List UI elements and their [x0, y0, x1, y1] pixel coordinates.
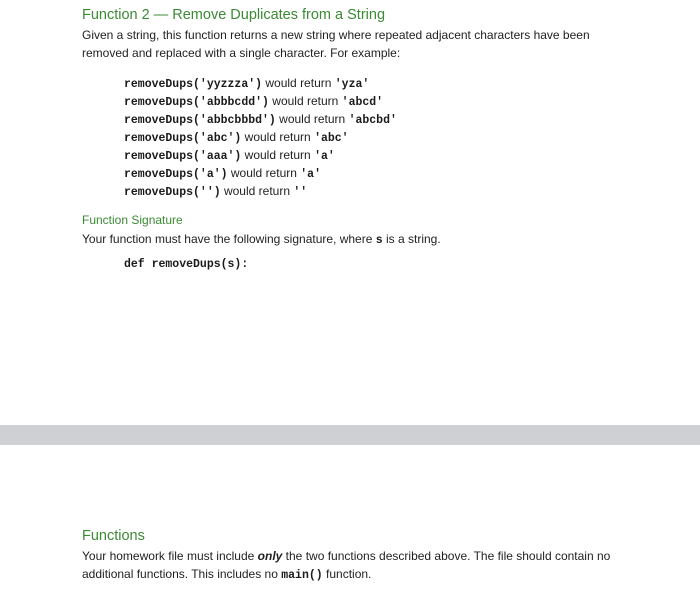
example-item — [124, 74, 397, 92]
would-return-text: would return — [223, 184, 291, 198]
example-item — [124, 128, 397, 146]
example-call: removeDups('abbbcdd') — [124, 96, 269, 109]
signature-description — [82, 230, 607, 250]
would-return-text: would return — [244, 130, 311, 144]
example-result: '' — [293, 186, 308, 199]
would-return-text: would return — [230, 166, 297, 180]
example-result: 'abc' — [314, 132, 349, 145]
functions-line1-prefix: Your homework file must include — [82, 549, 255, 563]
would-return-text: would return — [279, 112, 346, 126]
example-item — [124, 164, 397, 182]
example-call: removeDups('') — [124, 186, 221, 199]
functions-line1-suffix: the two functions described above. The file should contain no — [285, 549, 611, 563]
example-result: 'abcbd' — [348, 114, 397, 127]
signature-heading: Function Signature — [82, 213, 183, 227]
function2-heading: Function 2 — Remove Duplicates from a String — [82, 7, 386, 23]
signature-param: s — [375, 234, 383, 247]
signature-description-line — [82, 230, 607, 250]
would-return-text: would return — [265, 76, 332, 90]
functions-line2-suffix: function. — [326, 567, 372, 581]
example-result: 'a' — [300, 168, 321, 181]
example-call: removeDups('yyzzza') — [124, 78, 263, 91]
example-call: removeDups('aaa') — [124, 150, 242, 163]
description-line: Given a string, this function returns a new string where repeated adjacent characters have been — [82, 28, 590, 42]
example-item — [124, 110, 397, 128]
example-item — [124, 92, 397, 110]
examples-list — [124, 74, 397, 200]
functions-description-line — [82, 565, 607, 585]
signature-desc-prefix: Your function must have the following signature, where — [82, 232, 373, 246]
example-result: 'a' — [314, 150, 335, 163]
description-line: removed and replaced with a single character. For example: — [82, 46, 401, 60]
example-call: removeDups('abbcbbbd') — [124, 114, 276, 127]
example-call: removeDups('abc') — [124, 132, 242, 145]
functions-description — [82, 547, 611, 585]
main-function-code: main() — [281, 569, 323, 582]
example-result: 'yza' — [334, 78, 370, 91]
example-item — [124, 146, 397, 164]
functions-heading: Functions — [82, 528, 145, 544]
function2-description — [82, 26, 607, 62]
functions-description-line — [82, 547, 611, 565]
signature-code: def removeDups(s): — [124, 258, 249, 271]
would-return-text: would return — [244, 148, 311, 162]
functions-line2-prefix: additional functions. This includes no — [82, 567, 278, 581]
example-item — [124, 182, 397, 200]
signature-desc-suffix: is a string. — [386, 232, 441, 246]
example-result: 'abcd' — [341, 96, 384, 109]
functions-emphasis: only — [257, 549, 283, 563]
would-return-text: would return — [272, 94, 339, 108]
example-call: removeDups('a') — [124, 168, 228, 181]
page-separator — [0, 425, 700, 445]
document-page-bottom — [0, 445, 700, 590]
